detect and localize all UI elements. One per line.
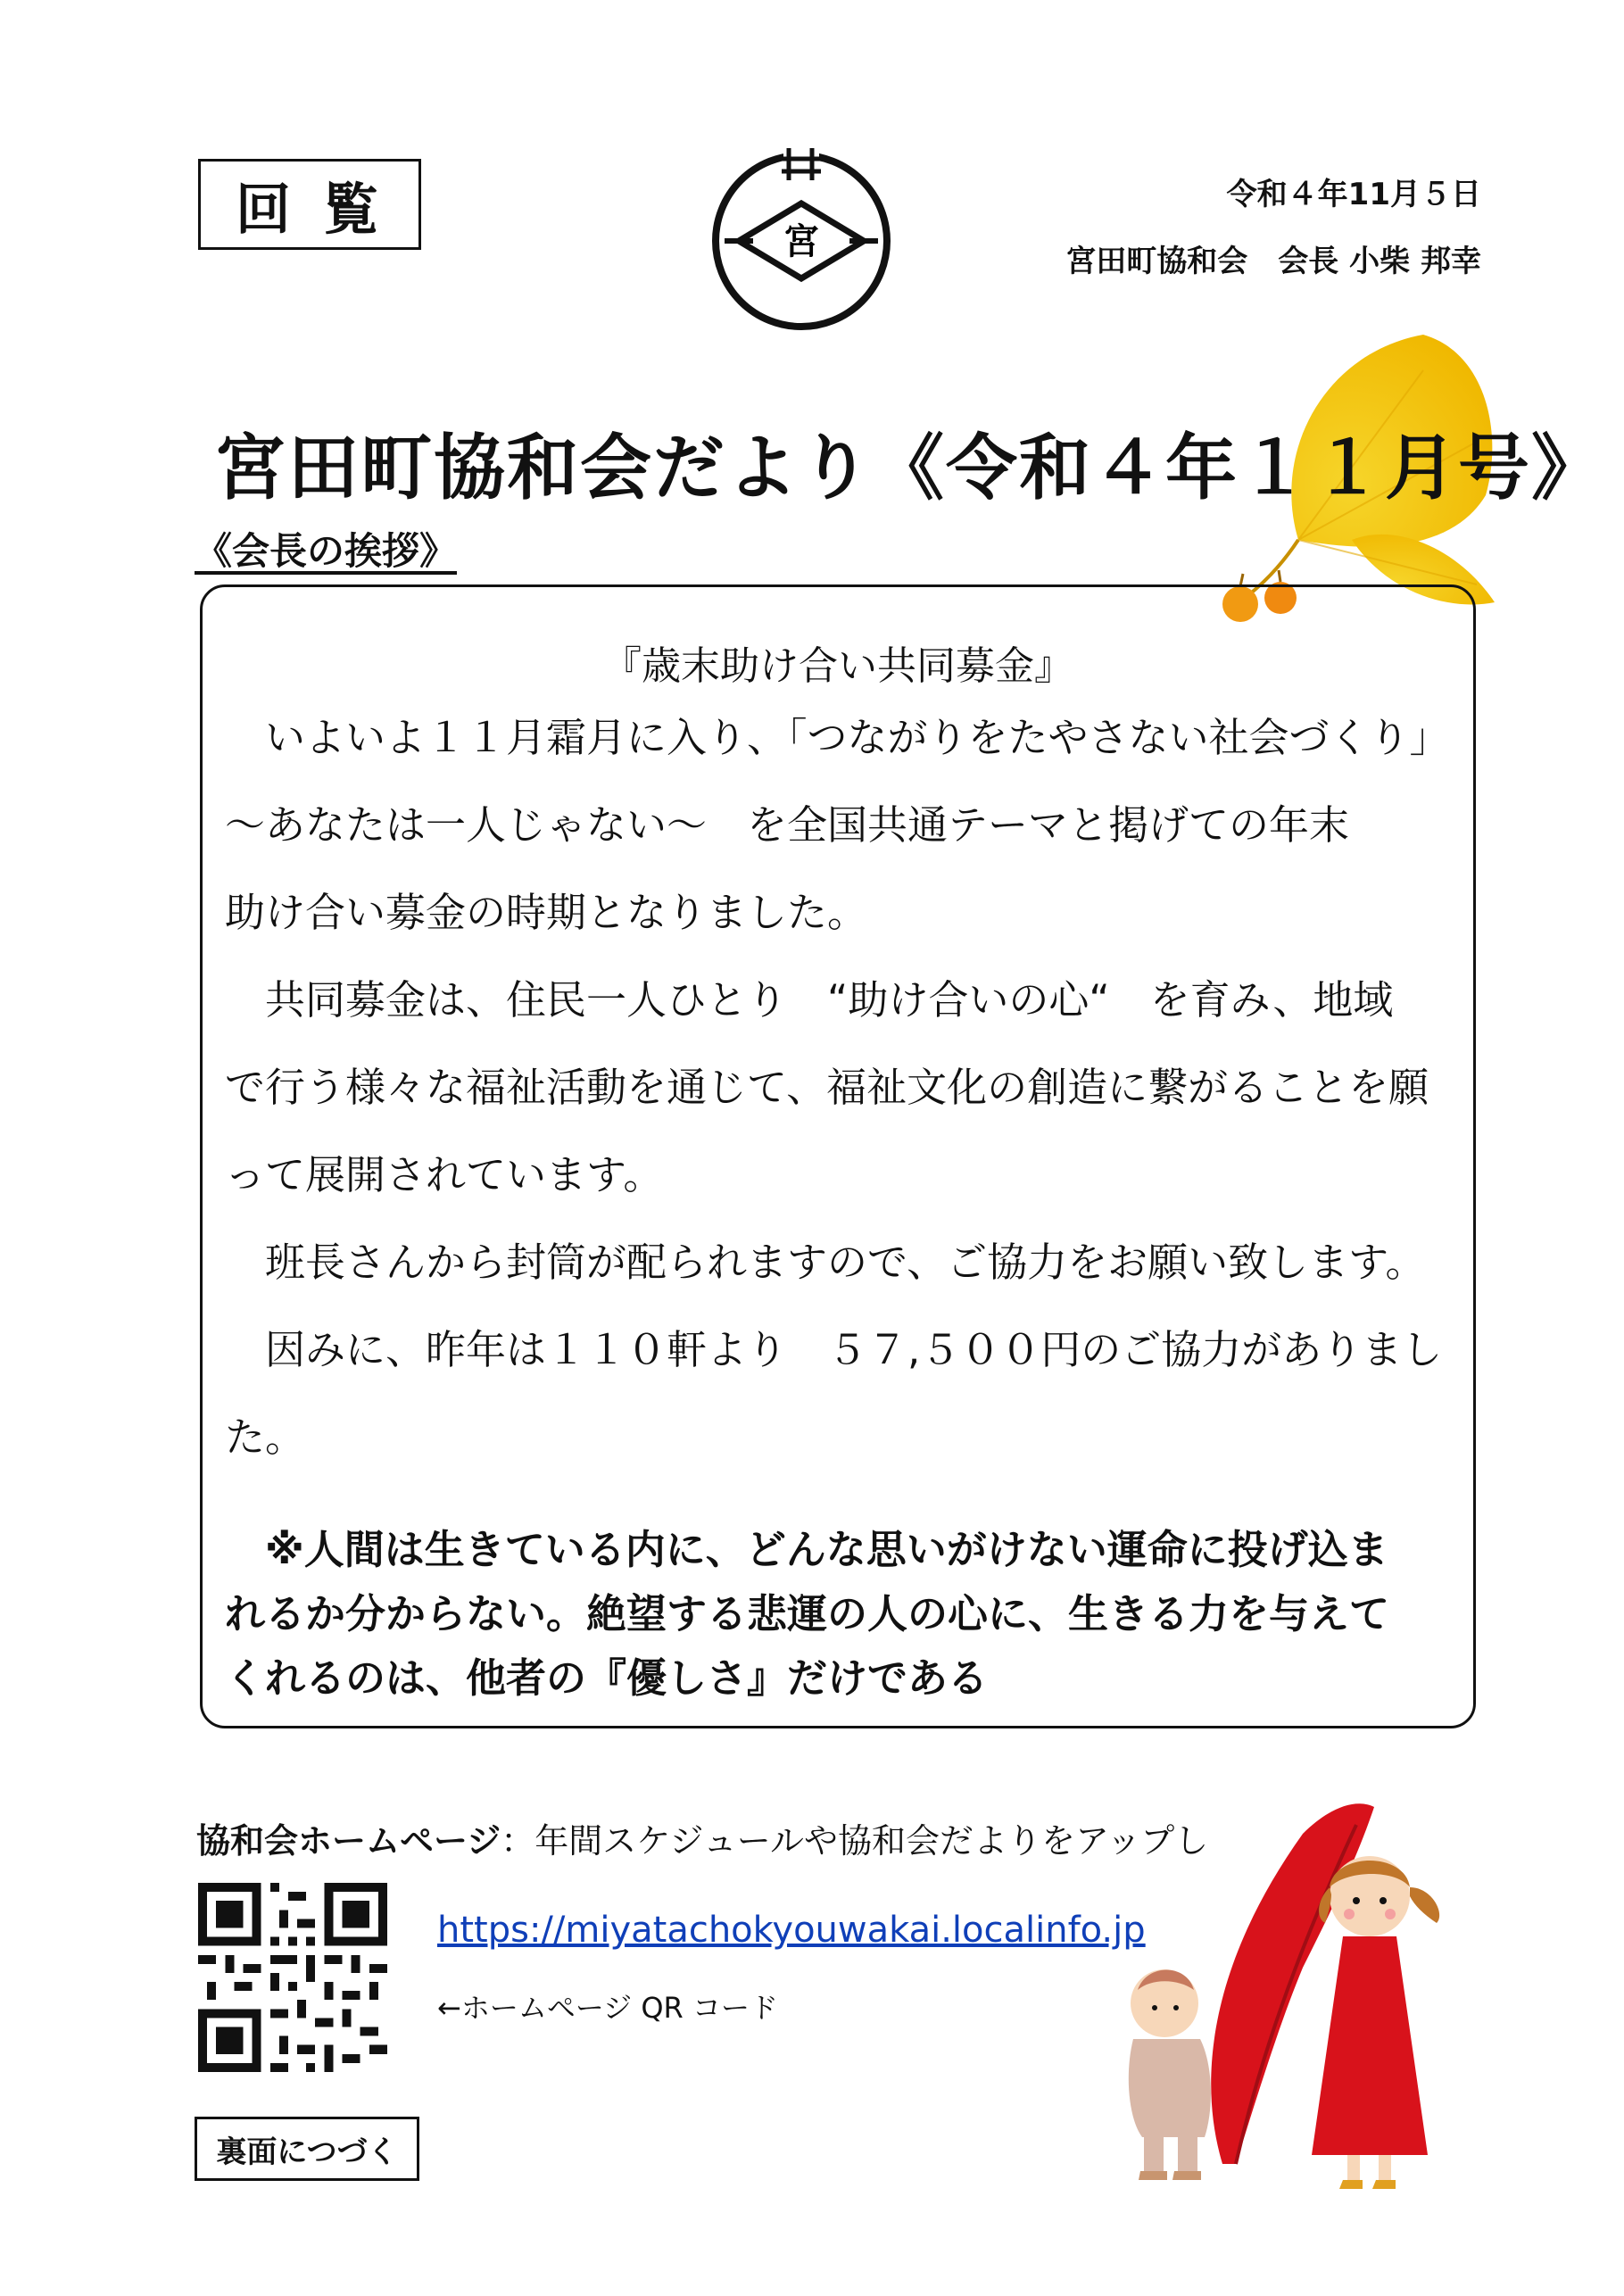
newsletter-title: 宮田町協和会だより《令和４年１１月号》	[214, 427, 1604, 510]
qr-code-icon[interactable]	[198, 1883, 387, 2072]
homepage-label: 協和会ホームページ	[196, 1821, 501, 1861]
greeting-line: 助け合い募金の時期となりました。	[225, 889, 868, 936]
greeting-note-line: れるか分からない。絶望する悲運の人の心に、生きる力を与えて	[225, 1590, 1390, 1637]
town-emblem-icon	[707, 141, 896, 330]
homepage-line	[196, 1813, 1209, 1862]
greeting-line: 因みに、昨年は１１０軒より ５７,５００円のご協力がありまし	[225, 1326, 1443, 1373]
homepage-link[interactable]: https://miyatachokyouwakai.localinfo.jp	[437, 1910, 1146, 1951]
greeting-line: 班長さんから封筒が配られますので、ご協力をお願い致します。	[225, 1239, 1426, 1286]
qr-code-note: ←ホームページ QR コード	[437, 1991, 778, 2025]
greeting-line: って展開されています。	[225, 1151, 664, 1198]
greeting-note-line: ※人間は生きている内に、どんな思いがけない運命に投げ込ま	[225, 1526, 1388, 1573]
continue-on-back-label: 裏面につづく	[195, 2117, 419, 2181]
greeting-line: いよいよ１１月霜月に入り、「つながりをたやさない社会づくり」	[225, 714, 1450, 761]
emblem-text: 宮	[783, 221, 819, 262]
section-heading: 《会長の挨拶》	[195, 529, 458, 573]
greeting-line: で行う様々な福祉活動を通じて、福祉文化の創造に繋がることを願	[225, 1064, 1429, 1111]
homepage-description: ：年間スケジュールや協和会だよりをアップし	[501, 1821, 1209, 1861]
issue-date: 令和４年11月５日	[1226, 177, 1481, 212]
greeting-line: た。	[225, 1413, 306, 1461]
greeting-line: 共同募金は、住民一人ひとり “助け合いの心“ を育み、地域	[225, 976, 1394, 1024]
children-with-red-feather-illustration	[1089, 1780, 1481, 2200]
greeting-line: 〜あなたは一人じゃない〜 を全国共通テーマと掲げての年末	[225, 801, 1350, 849]
kairan-label: 回覧	[198, 159, 421, 250]
organization-signature: 宮田町協和会 会長 小柴 邦幸	[1065, 244, 1481, 279]
greeting-title: 『歳末助け合い共同募金』	[602, 643, 1073, 689]
greeting-note-line: くれるのは、他者の『優しさ』だけである	[225, 1654, 989, 1702]
